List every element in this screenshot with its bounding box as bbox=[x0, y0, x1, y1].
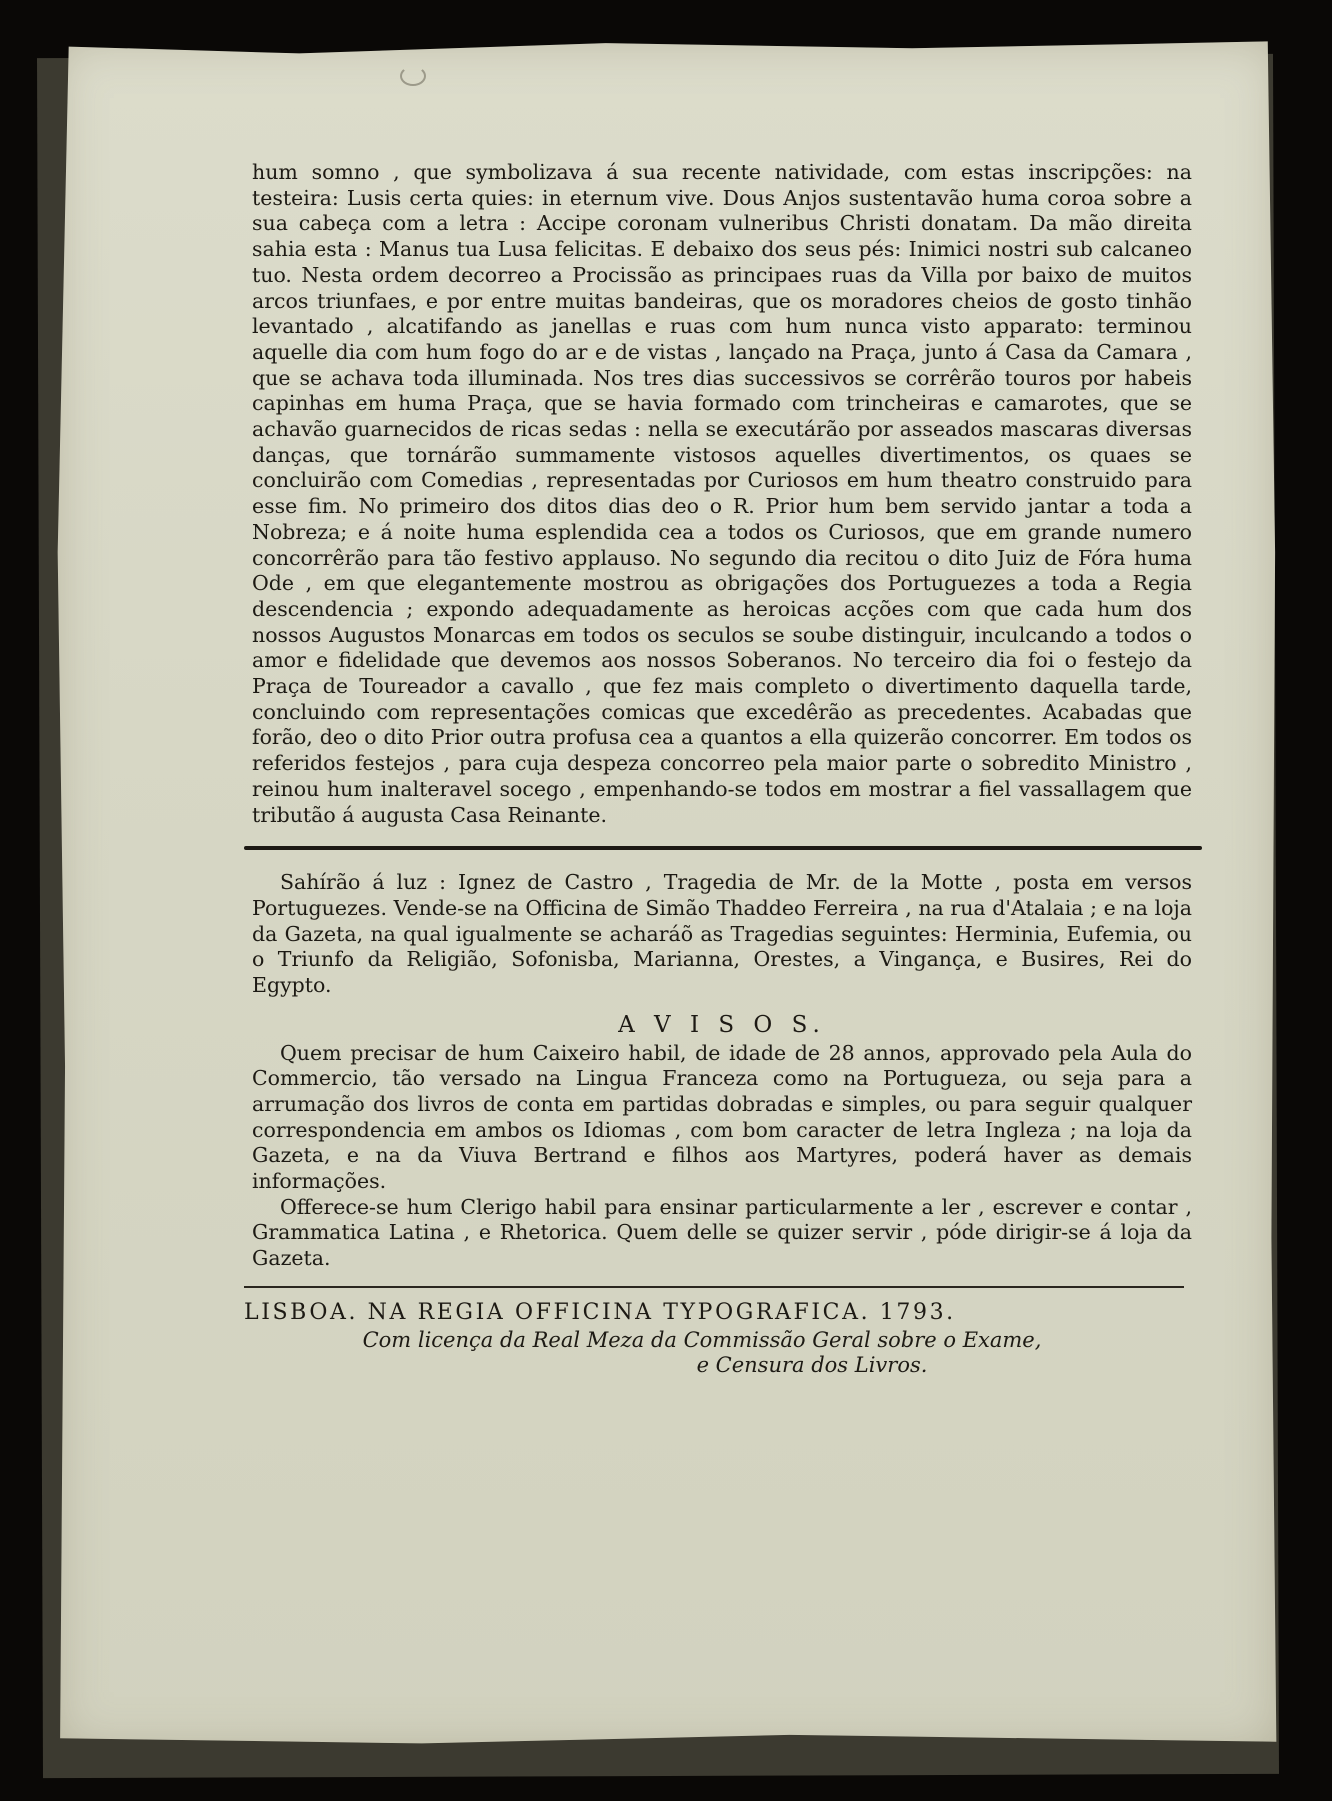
aviso-item: Quem precisar de hum Caixeiro habil, de idade de 28 annos, approvado pela Aula do Commercio, tão versado na Lingua Franceza como na Portugueza, ou seja para a arrumação dos livros de conta em partidas dobradas e simples, ou para seguir qualquer correspondencia em ambos os Idiomas , com bom caracter de letra Ingleza ; na loja da Gazeta, e na da Viuva Bertrand e filhos aos Martyres, poderá haver as demais informações. bbox=[252, 1040, 1192, 1194]
aviso-item: Offerece-se hum Clerigo habil para ensinar particularmente a ler , escrever e contar , Grammatica Latina , e Rhetorica. Quem delle se quizer servir , póde dirigir-se á loja da Gazeta. bbox=[252, 1194, 1192, 1271]
section-divider bbox=[244, 846, 1202, 850]
avisos-heading: A V I S O S. bbox=[618, 1011, 826, 1038]
paper-mark-icon bbox=[400, 66, 426, 86]
imprint-censorship: e Censura dos Livros. bbox=[696, 1353, 928, 1378]
page-content bbox=[244, 160, 1192, 1379]
main-paragraph: hum somno , que symbolizava á sua recente natividade, com estas inscripções: na testeira: Lusis certa quies: in eternum vive. Dous Anjos sustentavão huma coroa sobre a sua cabeça com a letra : Accipe coronam vulneribus Christi donatam. Da mão direita sahia esta : Manus tua Lusa felicitas. E debaixo dos seus pés: Inimici nostri sub calcaneo tuo. Nesta ordem decorreo a Procissão as principaes ruas da Villa por baixo de muitos arcos triunfaes, e por entre muitas bandeiras, que os moradores cheios de gosto tinhão levantado , alcatifando as janellas e ruas com hum nunca visto apparato: terminou aquelle dia com hum fogo do ar e de vistas , lançado na Praça, junto á Casa da Camara , que se achava toda illuminada. Nos tres dias successivos se corrêrão touros por habeis capinhas em huma Praça, que se havia formado com trincheiras e camarotes, que se achavão guarnecidos de ricas sedas : nella se executárão por asseados mascaras diversas danças, que tornárão summamente vistosos aquelles divertimentos, os quaes se concluirão com Comedias , representadas por Curiosos em hum theatro construido para esse fim. No primeiro dos ditos dias deo o R. Prior hum bem servido jantar a toda a Nobreza; e á noite huma esplendida cea a todos os Curiosos, que em grande numero concorrêrão para tão festivo applauso. No segundo dia recitou o dito Juiz de Fóra huma Ode , em que elegantemente mostrou as obrigações dos Portuguezes a toda a Regia descendencia ; expondo adequadamente as heroicas acções com que cada hum dos nossos Augustos Monarcas em todos os seculos se soube distinguir, inculcando a todos o amor e fidelidade que devemos aos nossos Soberanos. No terceiro dia foi o festejo da Praça de Toureador a cavallo , que fez mais completo o divertimento daquella tarde, concluindo com representações comicas que excedêrão as precedentes. Acabadas que forão, deo o dito Prior outra profusa cea a quantos a ella quizerão concorrer. Em todos os referidos festejos , para cuja despeza concorreo pela maior parte o sobredito Ministro , reinou hum inalteravel socego , empenhando-se todos em mostrar a fiel vassallagem que tributão á augusta Casa Reinante. bbox=[252, 160, 1192, 827]
imprint-divider bbox=[244, 1286, 1184, 1288]
imprint-printer: LISBOA. NA REGIA OFFICINA TYPOGRAFICA. 1793. bbox=[244, 1299, 956, 1325]
imprint-licence: Com licença da Real Meza da Commissão Geral sobre o Exame, bbox=[362, 1327, 1042, 1352]
book-announcement: Sahírão á luz : Ignez de Castro , Tragedia de Mr. de la Motte , posta em versos Portuguezes. Vende-se na Officina de Simão Thaddeo Ferreira , na rua d'Atalaia ; e na loja da Gazeta, na qual igualmente se acharáõ as Tragedias seguintes: Herminia, Eufemia, ou o Triunfo da Religião, Sofonisba, Marianna, Orestes, a Vingança, e Busires, Rei do Egypto. bbox=[252, 870, 1192, 998]
